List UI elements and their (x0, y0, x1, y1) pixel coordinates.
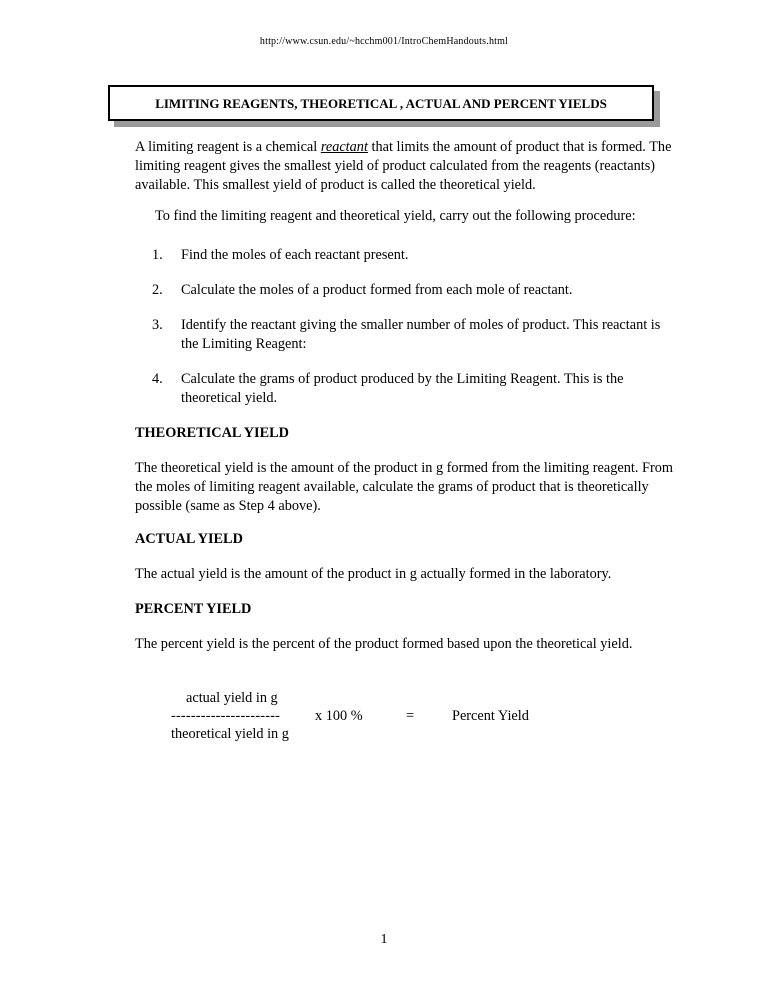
step-text: Identify the reactant giving the smaller number of moles of product. This reactant is the Limiting Reagent: (181, 317, 661, 352)
formula-result: Percent Yield (452, 708, 529, 724)
actual-yield-paragraph: The actual yield is the amount of the product in g actually formed in the laboratory. (135, 566, 612, 582)
step-number: 3. (152, 317, 163, 333)
formula-fraction-line: ---------------------- (171, 708, 281, 724)
intro-paragraph (135, 138, 683, 195)
formula-denominator: theoretical yield in g (171, 726, 289, 742)
theoretical-yield-heading: THEORETICAL YIELD (135, 425, 289, 441)
step-number: 1. (152, 247, 163, 263)
step-number: 4. (152, 371, 163, 387)
procedure-intro: To find the limiting reagent and theoretical yield, carry out the following procedure: (155, 208, 636, 224)
actual-yield-heading: ACTUAL YIELD (135, 531, 243, 547)
percent-yield-paragraph: The percent yield is the percent of the product formed based upon the theoretical yield. (135, 636, 633, 652)
step-number: 2. (152, 282, 163, 298)
reactant-term: reactant (320, 139, 368, 155)
formula-multiplier: x 100 % (315, 708, 363, 724)
formula-numerator: actual yield in g (186, 690, 278, 706)
intro-text-after: that limits the amount of product that is formed. The limiting reagent gives the smallest yield of product calculated from the reagents (reactants) available. This smallest yield of product is called the theoretical yield. (135, 139, 672, 193)
intro-text-before: A limiting reagent is a chemical (135, 139, 321, 155)
step-text: Find the moles of each reactant present. (181, 247, 409, 263)
percent-yield-heading: PERCENT YIELD (135, 601, 252, 617)
formula-equals-sign: = (406, 708, 415, 724)
theoretical-yield-paragraph: The theoretical yield is the amount of the product in g formed from the limiting reagent. From the moles of limiting reagent available, calculate the grams of product that is theoretically possible (same as Step 4 above). (135, 460, 673, 514)
page-number: 1 (380, 932, 388, 947)
page-url-header: http://www.csun.edu/~hcchm001/IntroChemHandouts.html (259, 36, 509, 47)
title-box (108, 85, 654, 121)
step-text: Calculate the grams of product produced by the Limiting Reagent. This is the theoretical yield. (181, 371, 624, 406)
page-title: LIMITING REAGENTS, THEORETICAL , ACTUAL AND PERCENT YIELDS (155, 96, 607, 111)
step-text: Calculate the moles of a product formed from each mole of reactant. (181, 282, 573, 298)
